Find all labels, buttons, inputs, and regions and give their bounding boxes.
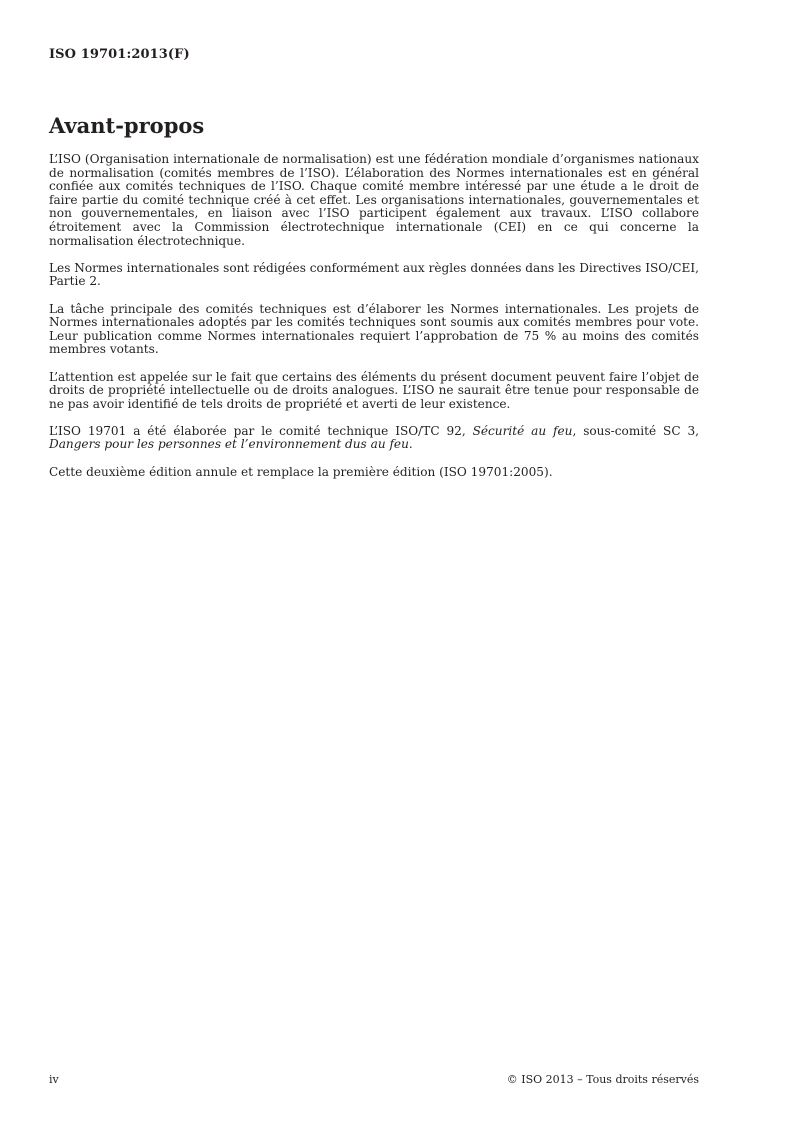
paragraph-edition: Cette deuxième édition annule et remplace la première édition (ISO 19701:2005). (49, 464, 553, 479)
paragraph-preparation (49, 425, 699, 452)
page-number: iv (49, 1073, 59, 1086)
preparation-text-1: L’ISO 19701 a été élaborée par le comité technique ISO/TC 92, (49, 423, 473, 438)
paragraph-technical-committees: La tâche principale des comités techniques est d’élaborer les Normes internationales. Les projets de Normes internationales adoptés par les comités techniques sont soumis aux comités membres pour vote. Leur publication comme Normes internationales requiert l’approbation de 75 % au moins des comités membres votants. (49, 301, 699, 357)
paragraph-drafting-rules: Les Normes internationales sont rédigées conformément aux règles données dans les Directives ISO/CEI, Partie 2. (49, 260, 699, 289)
copyright-notice: © ISO 2013 – Tous droits réservés (506, 1073, 699, 1086)
preparation-text-2: , sous-comité SC 3, (572, 423, 700, 438)
committee-name: Sécurité au feu (472, 423, 573, 438)
document-header: ISO 19701:2013(F) (49, 47, 190, 62)
paragraph-iso-organisation: L’ISO (Organisation internationale de normalisation) est une fédération mondiale d’organismes nationaux de normalisation (comités membres de l’ISO). L’élaboration des Normes internationales est en général confiée aux comités techniques de l’ISO. Chaque comité membre intéressé par une étude a le droit de faire partie du comité technique créé à cet effet. Les organisations internationales, gouvernementales et non gouvernementales, en liaison avec l’ISO participent également aux travaux. L’ISO collabore étroitement avec la Commission électrotechnique internationale (CEI) en ce qui concerne la normalisation électrotechnique. (49, 152, 699, 248)
foreword-body (49, 153, 699, 493)
paragraph-patent-rights: L’attention est appelée sur le fait que certains des éléments du présent document peuvent faire l’objet de droits de propriété intellectuelle ou de droits analogues. L’ISO ne saurait être tenue pour responsable de ne pas avoir identifié de tels droits de propriété et averti de leur existence. (49, 369, 699, 411)
subcommittee-name: Dangers pour les personnes et l’environnement dus au feu. (49, 437, 413, 452)
page-title: Avant-propos (49, 113, 205, 138)
